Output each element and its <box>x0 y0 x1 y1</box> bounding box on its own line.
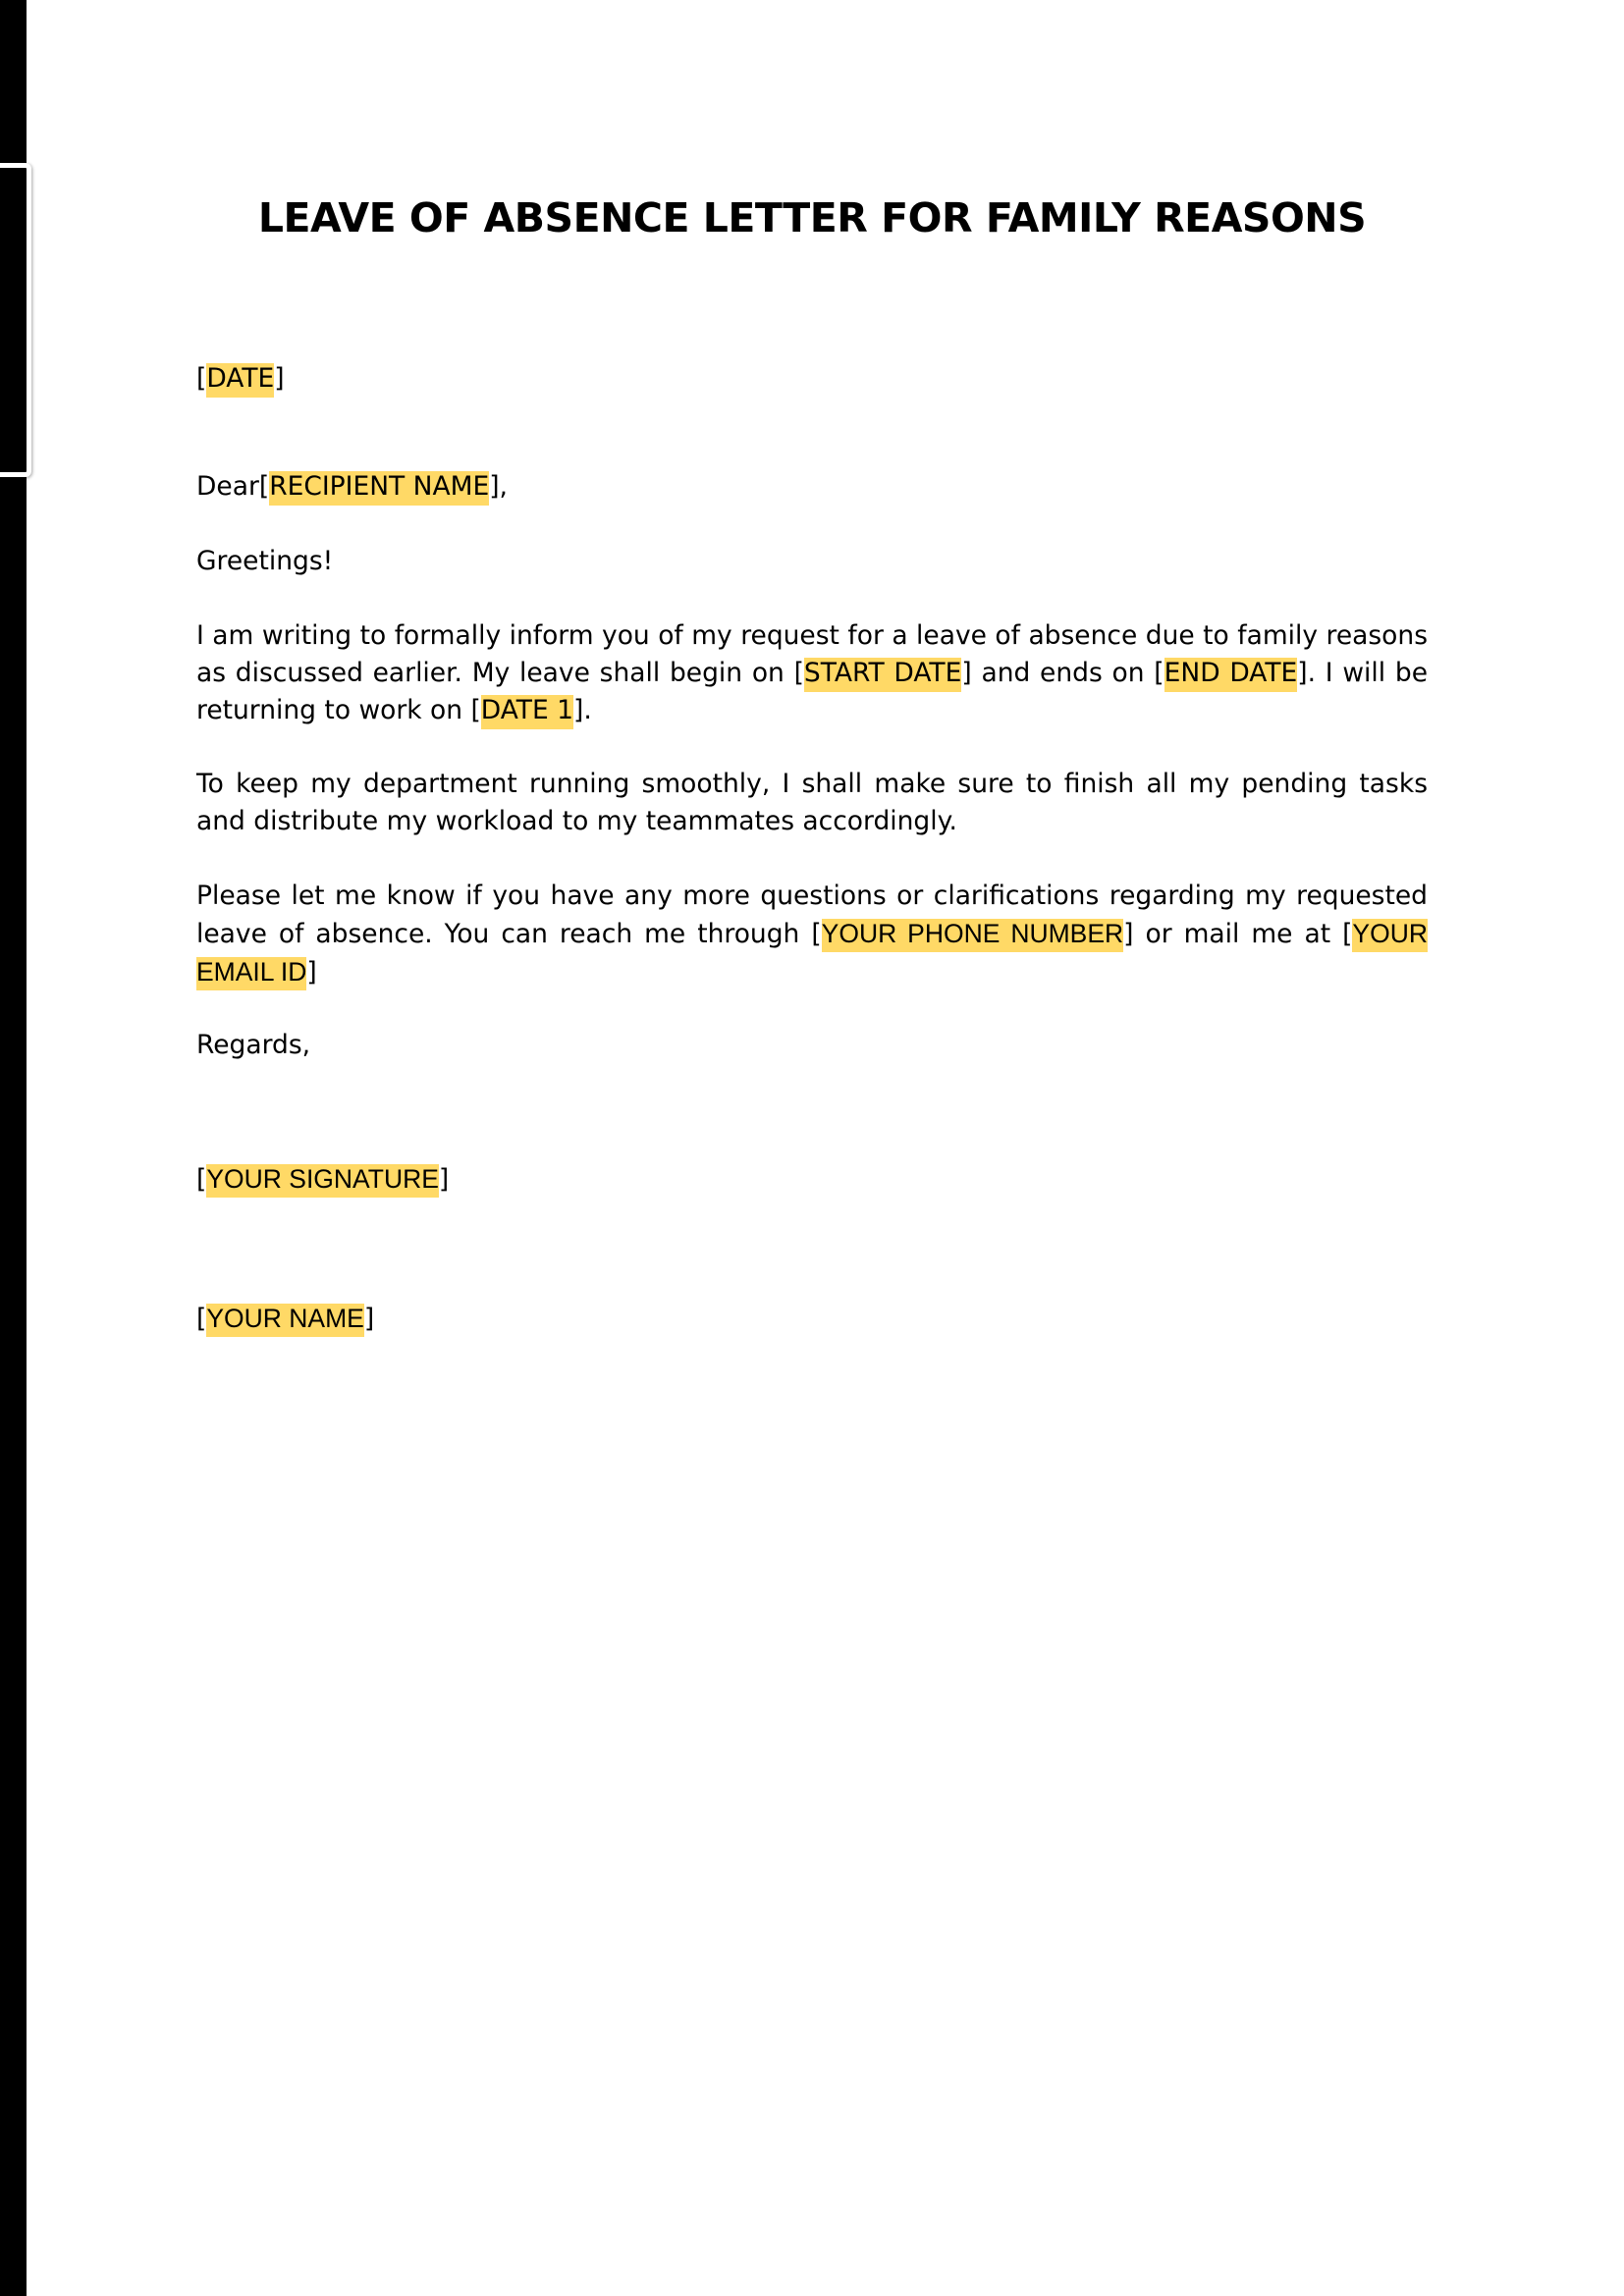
para1-text-c: ]. I will be returning to work on [ <box>196 658 1428 725</box>
para1-text-d: ]. <box>573 695 592 725</box>
salutation-prefix: Dear <box>196 471 259 502</box>
paragraph-workload: To keep my department running smoothly, I shall make sure to finish all my pending tasks and distribute my workload to my teammates accordingly. <box>196 769 1428 836</box>
para1-text-a: I am writing to formally inform you of my request for a leave of absence due to family reasons as discussed earlier. My leave shall begin on [ <box>196 620 1428 688</box>
signature-placeholder: YOUR SIGNATURE <box>206 1164 439 1198</box>
salutation-line: Dear[RECIPIENT NAME], <box>196 468 1428 506</box>
left-tab-shape <box>0 163 31 477</box>
para3-text-b: ] or mail me at [ <box>1123 919 1353 949</box>
salutation-suffix: ], <box>489 471 508 502</box>
date-placeholder: DATE <box>206 363 274 398</box>
return-date-placeholder: DATE 1 <box>481 695 573 729</box>
closing-line: Regards, <box>196 1030 311 1060</box>
para3-text-a: Please let me know if you have any more questions or clarifications regarding my requested leave of absence. You can reach me through [ <box>196 881 1428 949</box>
end-date-placeholder: END DATE <box>1164 658 1298 692</box>
signature-line: [YOUR SIGNATURE] <box>196 1160 1428 1199</box>
para1-text-b: ] and ends on [ <box>961 658 1164 688</box>
date-line: [DATE] <box>196 360 1428 398</box>
para3-text-c: ] <box>306 957 317 988</box>
letter-title: LEAVE OF ABSENCE LETTER FOR FAMILY REASONS <box>257 194 1367 241</box>
recipient-placeholder: RECIPIENT NAME <box>269 471 489 506</box>
email-placeholder: YOUR EMAIL ID <box>196 919 1428 990</box>
name-placeholder: YOUR NAME <box>206 1304 364 1337</box>
start-date-placeholder: START DATE <box>804 658 961 692</box>
paragraph-leave-dates <box>196 617 1428 729</box>
name-line: [YOUR NAME] <box>196 1300 1428 1338</box>
paragraph-contact <box>196 878 1428 991</box>
phone-placeholder: YOUR PHONE NUMBER <box>822 919 1124 952</box>
greeting-line: Greetings! <box>196 546 334 576</box>
